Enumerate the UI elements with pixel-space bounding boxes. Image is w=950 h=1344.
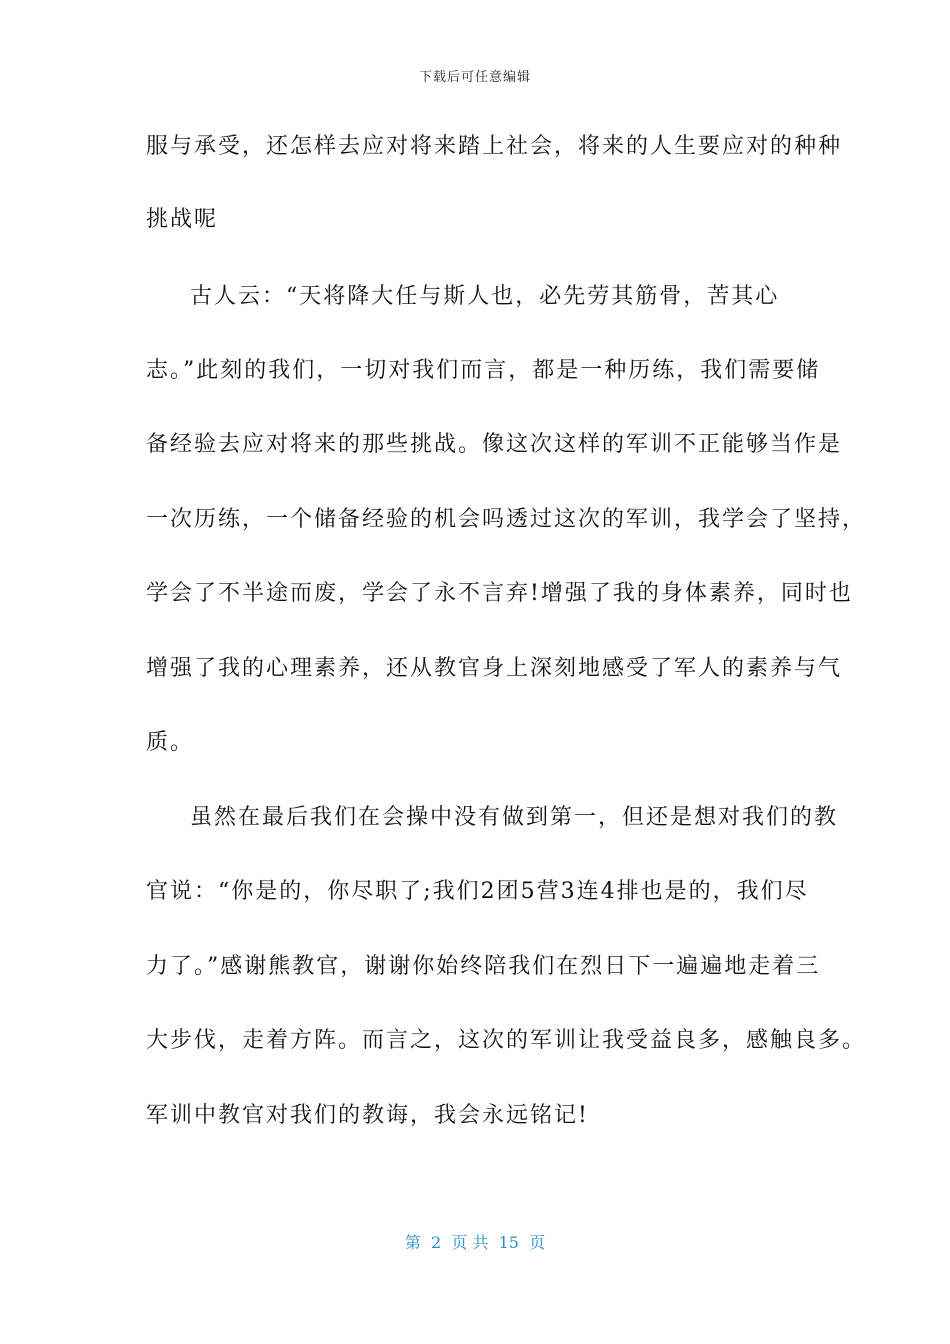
text-line-5: 备经验去应对将来的那些挑战。像这次这样的军训不正能够当作是 <box>146 432 843 457</box>
page-number-footer: 第 2 页 共 15 页 <box>404 1233 546 1252</box>
paragraph-start-1: 古人云：“天将降大任与斯人也，必先劳其筋骨，苦其心 <box>190 284 780 309</box>
text-line-13: 大步伐，走着方阵。而言之，这次的军训让我受益良多，感触良多。 <box>146 1028 867 1053</box>
text-line-2: 挑战呢 <box>146 207 219 232</box>
paragraph-start-2: 虽然在最后我们在会操中没有做到第一，但还是想对我们的教 <box>190 805 839 830</box>
text-line-9: 质。 <box>146 730 195 755</box>
page-header: 下载后可任意编辑 <box>418 70 531 85</box>
text-line-11: 官说：“你是的，你尽职了;我们2团5营3连4排也是的，我们尽 <box>146 879 809 904</box>
text-line-7: 学会了不半途而废，学会了永不言弃!增强了我的身体素养，同时也 <box>146 581 853 606</box>
text-line-12: 力了。”感谢熊教官，谢谢你始终陪我们在烈日下一遍遍地走着三 <box>146 954 821 979</box>
text-line-14: 军训中教官对我们的教诲，我会永远铭记! <box>146 1103 589 1128</box>
text-line-1: 服与承受，还怎样去应对将来踏上社会，将来的人生要应对的种种 <box>146 134 843 159</box>
text-line-6: 一次历练，一个储备经验的机会吗透过这次的军训，我学会了坚持， <box>146 507 867 532</box>
text-line-4: 志。”此刻的我们，一切对我们而言，都是一种历练，我们需要储 <box>146 358 821 383</box>
text-line-8: 增强了我的心理素养，还从教官身上深刻地感受了军人的素养与气 <box>146 656 843 681</box>
